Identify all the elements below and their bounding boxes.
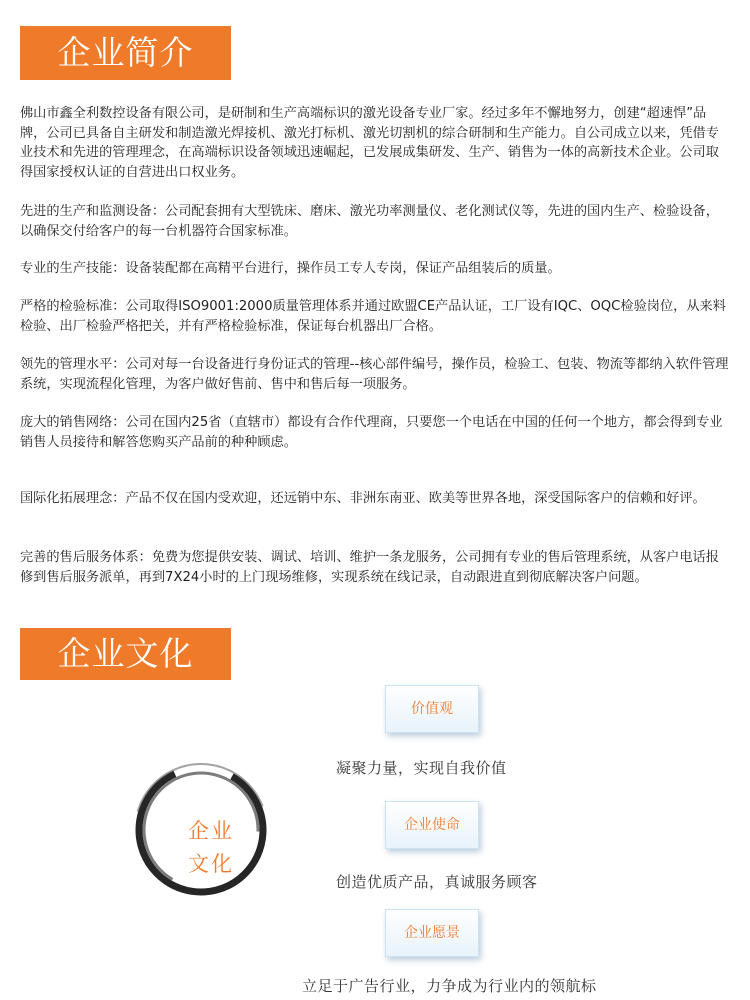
values-slogan: 凝聚力量，实现自我价值: [336, 759, 507, 777]
vision-slogan: 立足于广告行业，力争成为行业内的领航标: [302, 977, 597, 995]
management-paragraph: 领先的管理水平：公司对每一台设备进行身份证式的管理--核心部件编号，操作员，检验工、包装、物流等都纳入软件管理系统，实现流程化管理，为客户做好售前、售中和售后每一项服务。: [20, 357, 729, 392]
values-tag: 价值观: [385, 685, 479, 733]
intro-paragraph: 佛山市鑫全利数控设备有限公司，是研制和生产高端标识的激光设备专业厂家。经过多年不懈地努力，创建“超速悍”品牌，公司已具备自主研发和制造激光焊接机、激光打标机、激光切割机的综合研制和生产能力。自公司成立以来，凭借专业技术和先进的管理理念，在高端标识设备领域迅速崛起，已发展成集研发、生产、销售为一体的高新技术企业。公司取得国家授权认证的自营进出口权业务。: [20, 106, 719, 180]
mission-slogan: 创造优质产品，真诚服务顾客: [336, 873, 538, 891]
sales-network-paragraph: 庞大的销售网络：公司在国内25省（直辖市）都设有合作代理商，只要您一个电话在中国的任何一个地方，都会得到专业销售人员接待和解答您购买产品前的种种顾虑。: [20, 415, 723, 450]
mission-tag: 企业使命: [385, 801, 479, 849]
section-heading-intro: 企业简介: [20, 26, 231, 80]
section-heading-culture: 企业文化: [20, 628, 231, 680]
inspection-paragraph: 严格的检验标准：公司取得ISO9001:2000质量管理体系并通过欧盟CE产品认证，工厂设有IQC、OQC检验岗位，从来料检验、出厂检验严格把关，并有严格检验标准，保证每台机器出厂合格。: [20, 299, 726, 334]
equipment-paragraph: 先进的生产和监测设备：公司配套拥有大型铣床、磨床、激光功率测量仪、老化测试仪等，先进的国内生产、检验设备，以确保交付给客户的每一台机器符合国家标准。: [20, 204, 719, 239]
vision-tag: 企业愿景: [385, 909, 479, 957]
international-paragraph: 国际化拓展理念：产品不仅在国内受欢迎，还远销中东、非洲东南亚、欧美等世界各地，深受国际客户的信赖和好评。: [20, 491, 706, 506]
ring-label-line1: 企业: [188, 819, 234, 843]
ring-label-line2: 文化: [188, 852, 234, 876]
after-sales-paragraph: 完善的售后服务体系：免费为您提供安装、调试、培训、维护一条龙服务，公司拥有专业的售后管理系统，从客户电话报修到售后服务派单，再到7X24小时的上门现场维修，实现系统在线记录，自动跟进直到彻底解决客户问题。: [20, 550, 719, 585]
skills-paragraph: 专业的生产技能：设备装配都在高精平台进行，操作员工专人专岗，保证产品组装后的质量。: [20, 261, 561, 276]
